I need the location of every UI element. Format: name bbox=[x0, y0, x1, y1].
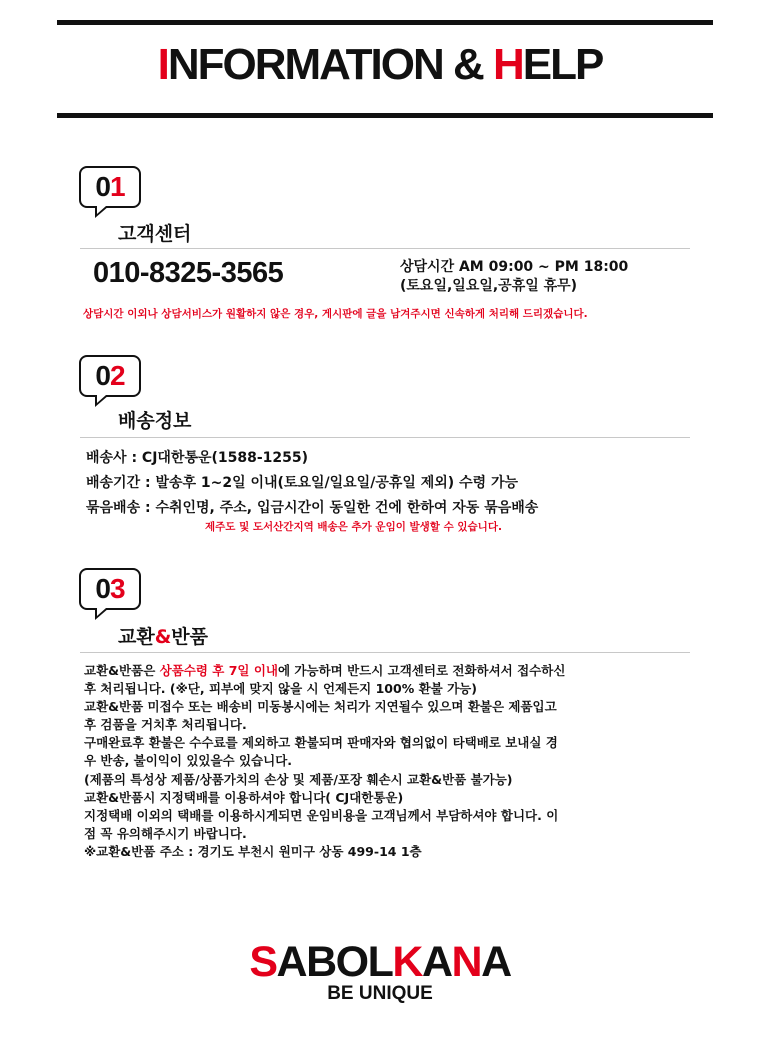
hours-line: (토요일,일요일,공휴일 휴무) bbox=[400, 278, 578, 294]
top-rule bbox=[57, 20, 713, 25]
section-number-badge-03 bbox=[79, 568, 141, 610]
policy-line: 후 검품을 거치후 처리됩니다. bbox=[84, 717, 247, 733]
section-title-shipping: 배송정보 bbox=[118, 410, 192, 432]
policy-line: 구매완료후 환불은 수수료를 제외하고 환불되며 판매자와 협의없이 타택배로 보내실 경 bbox=[84, 735, 558, 751]
title-part: I bbox=[157, 40, 168, 89]
badge-digit: 0 bbox=[95, 171, 110, 202]
section-title-exchange-return bbox=[118, 622, 208, 649]
section-number-badge-01 bbox=[79, 166, 141, 208]
section-divider bbox=[80, 437, 690, 438]
section-number-badge-02 bbox=[79, 355, 141, 397]
policy-line: 후 처리됩니다. (※단, 피부에 맞지 않을 시 언제든지 100% 환불 가능) bbox=[84, 681, 477, 697]
badge-digit: 1 bbox=[110, 171, 125, 202]
badge-digit: 0 bbox=[95, 573, 110, 604]
title-part: H bbox=[493, 40, 523, 89]
policy-line: 점 꼭 유의해주시기 바랍니다. bbox=[84, 825, 247, 841]
section-divider bbox=[80, 248, 690, 249]
badge-digit: 3 bbox=[110, 573, 125, 604]
title-part: NFORMATION & bbox=[167, 40, 493, 89]
shipping-company: 배송사 : CJ대한통운(1588-1255) bbox=[86, 450, 309, 466]
logo-letter: S bbox=[249, 938, 277, 986]
policy-highlight: 상품수령 후 7일 이내 bbox=[159, 663, 278, 678]
bundle-shipping: 묶음배송 : 수취인명, 주소, 입금시간이 동일한 건에 한하여 자동 묶음배송 bbox=[86, 500, 539, 516]
logo-letter: A bbox=[421, 938, 452, 986]
speech-tail-fill bbox=[97, 608, 106, 616]
exchange-return-policy bbox=[84, 662, 694, 861]
policy-line: ※교환&반품 주소 : 경기도 부천시 원미구 상동 499-14 1층 bbox=[84, 843, 422, 859]
hours-line: 상담시간 AM 09:00 ~ PM 18:00 bbox=[400, 259, 629, 275]
title-part: ELP bbox=[522, 40, 603, 89]
logo-letter: ABOL bbox=[276, 938, 393, 986]
phone-number: 010-8325-3565 bbox=[93, 257, 284, 289]
shipping-period: 배송기간 : 발송후 1~2일 이내(토요일/일요일/공휴일 제외) 수령 가능 bbox=[86, 475, 519, 491]
speech-tail-fill bbox=[97, 206, 106, 214]
consult-hours bbox=[400, 258, 628, 296]
policy-line: (제품의 특성상 제품/상품가치의 손상 및 제품/포장 훼손시 교환&반품 불가능) bbox=[84, 771, 513, 787]
badge-digit: 0 bbox=[95, 360, 110, 391]
speech-tail-fill bbox=[97, 395, 106, 403]
logo-letter: A bbox=[481, 938, 511, 986]
policy-text: 에 가능하며 반드시 고객센터로 전화하셔서 접수하신 bbox=[278, 663, 566, 678]
logo-letter: N bbox=[451, 938, 482, 986]
policy-line: 교환&반품시 지정택배를 이용하셔야 합니다( CJ대한통운) bbox=[84, 789, 404, 805]
title-part: 교환 bbox=[118, 626, 155, 648]
policy-line bbox=[84, 662, 694, 680]
policy-line: 지정택배 이외의 택배를 이용하시게되면 운임비용을 고객님께서 부담하셔야 합니다. 이 bbox=[84, 807, 559, 823]
section-divider bbox=[80, 652, 690, 653]
policy-text: 교환&반품은 bbox=[84, 663, 160, 678]
logo-letter: K bbox=[392, 938, 422, 986]
brand-logo bbox=[0, 938, 760, 987]
header-bottom-rule bbox=[57, 113, 713, 118]
section-title-customer-center: 고객센터 bbox=[118, 223, 192, 245]
shipping-notice: 제주도 및 도서산간지역 배송은 추가 운임이 발생할 수 있습니다. bbox=[205, 521, 502, 533]
title-part: & bbox=[154, 626, 172, 648]
brand-tagline: BE UNIQUE bbox=[327, 983, 433, 1004]
policy-line: 우 반송, 불이익이 있있을수 있습니다. bbox=[84, 753, 293, 769]
badge-digit: 2 bbox=[110, 360, 125, 391]
title-part: 반품 bbox=[171, 626, 209, 648]
page-title bbox=[0, 40, 760, 90]
policy-line: 교환&반품 미접수 또는 배송비 미동봉시에는 처리가 지연될수 있으며 환불은 제품입고 bbox=[84, 699, 557, 715]
consult-notice: 상담시간 이외나 상담서비스가 원활하지 않은 경우, 게시판에 글을 남겨주시면 신속하게 처리해 드리겠습니다. bbox=[83, 308, 588, 320]
